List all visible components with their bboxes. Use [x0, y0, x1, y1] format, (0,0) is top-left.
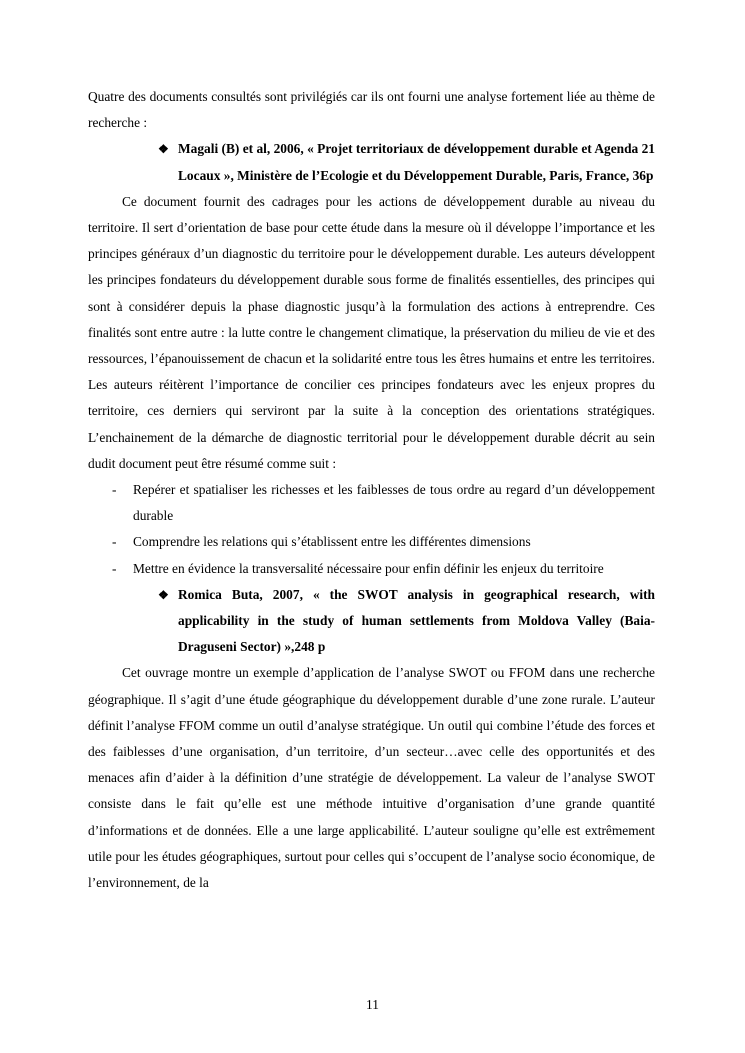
dash-bullet: -: [112, 534, 117, 550]
diamond-bullet-icon: ❖: [158, 587, 169, 602]
list-item: - Comprendre les relations qui s’établissent entre les différentes dimensions: [88, 529, 655, 555]
reference-magali: [158, 136, 655, 188]
reference-text: Magali (B) et al, 2006, « Projet territoriaux de développement durable et Agenda 21 Locaux », Ministère de l’Ecologie et du Développement Durable, Paris, France, 36p: [178, 141, 655, 183]
list-item: - Mettre en évidence la transversalité nécessaire pour enfin définir les enjeux du territoire: [88, 556, 655, 582]
dash-bullet: -: [112, 560, 117, 576]
reference-romica-buta: [158, 582, 655, 661]
list-item: - Repérer et spatialiser les richesses et les faiblesses de tous ordre au regard d’un développement durable: [88, 477, 655, 529]
document-page: [88, 84, 655, 896]
page-number: 11: [366, 997, 379, 1012]
diagnostic-steps-list: [88, 477, 655, 582]
paragraph-magali-summary: Ce document fournit des cadrages pour les actions de développement durable au niveau du territoire. Il sert d’orientation de base pour cette étude dans la mesure où il développe l’importance et les principes généraux d’un diagnostic du territoire pour le développement durable. Les auteurs développent les principes fondateurs du développement durable sous forme de finalités essentielles, des principes qui sont à considérer depuis la phase diagnostic jusqu’à la formulation des actions à entreprendre. Ces finalités sont entre autre : la lutte contre le changement climatique, la préservation du milieu de vie et des ressources, l’épanouissement de chacun et la solidarité entre tous les êtres humains et entre les territoires. Les auteurs réitèrent l’importance de concilier ces principes fondateurs avec les enjeux propres du territoire, ces derniers qui serviront par la suite à la conception des orientations stratégiques. L’enchainement de la démarche de diagnostic territorial pour le développement durable décrit au sein dudit document peut être résumé comme suit :: [88, 193, 655, 471]
dash-bullet: -: [112, 482, 117, 498]
paragraph-swot-summary: Cet ouvrage montre un exemple d’application de l’analyse SWOT ou FFOM dans une recherche géographique. Il s’agit d’une étude géographique du développement durable d’une zone rurale. L’auteur définit l’analyse FFOM comme un outil d’analyse stratégique. Un outil qui combine l’étude des forces et des faiblesses d’une organisation, d’un territoire, d’un secteur…avec celle des opportunités et des menaces afin d’aider à la définition d’une stratégie de développement. La valeur de l’analyse SWOT consiste dans le fait qu’elle est une méthode intuitive d’organisation d’une grande quantité d’informations et de données. Elle a une large applicabilité. L’auteur souligne qu’elle est extrêmement utile pour les études géographiques, surtout pour celles qui s’occupent de l’analyse socio économique, de l’environnement, de la: [88, 665, 655, 891]
reference-text: Romica Buta, 2007, « the SWOT analysis in geographical research, with applicability in the study of human settlements from Moldova Valley (Baia-Draguseni Sector) »,248 p: [178, 586, 655, 655]
intro-paragraph: Quatre des documents consultés sont privilégiés car ils ont fourni une analyse fortement liée au thème de recherche :: [88, 89, 655, 131]
diamond-bullet-icon: ❖: [158, 142, 169, 157]
